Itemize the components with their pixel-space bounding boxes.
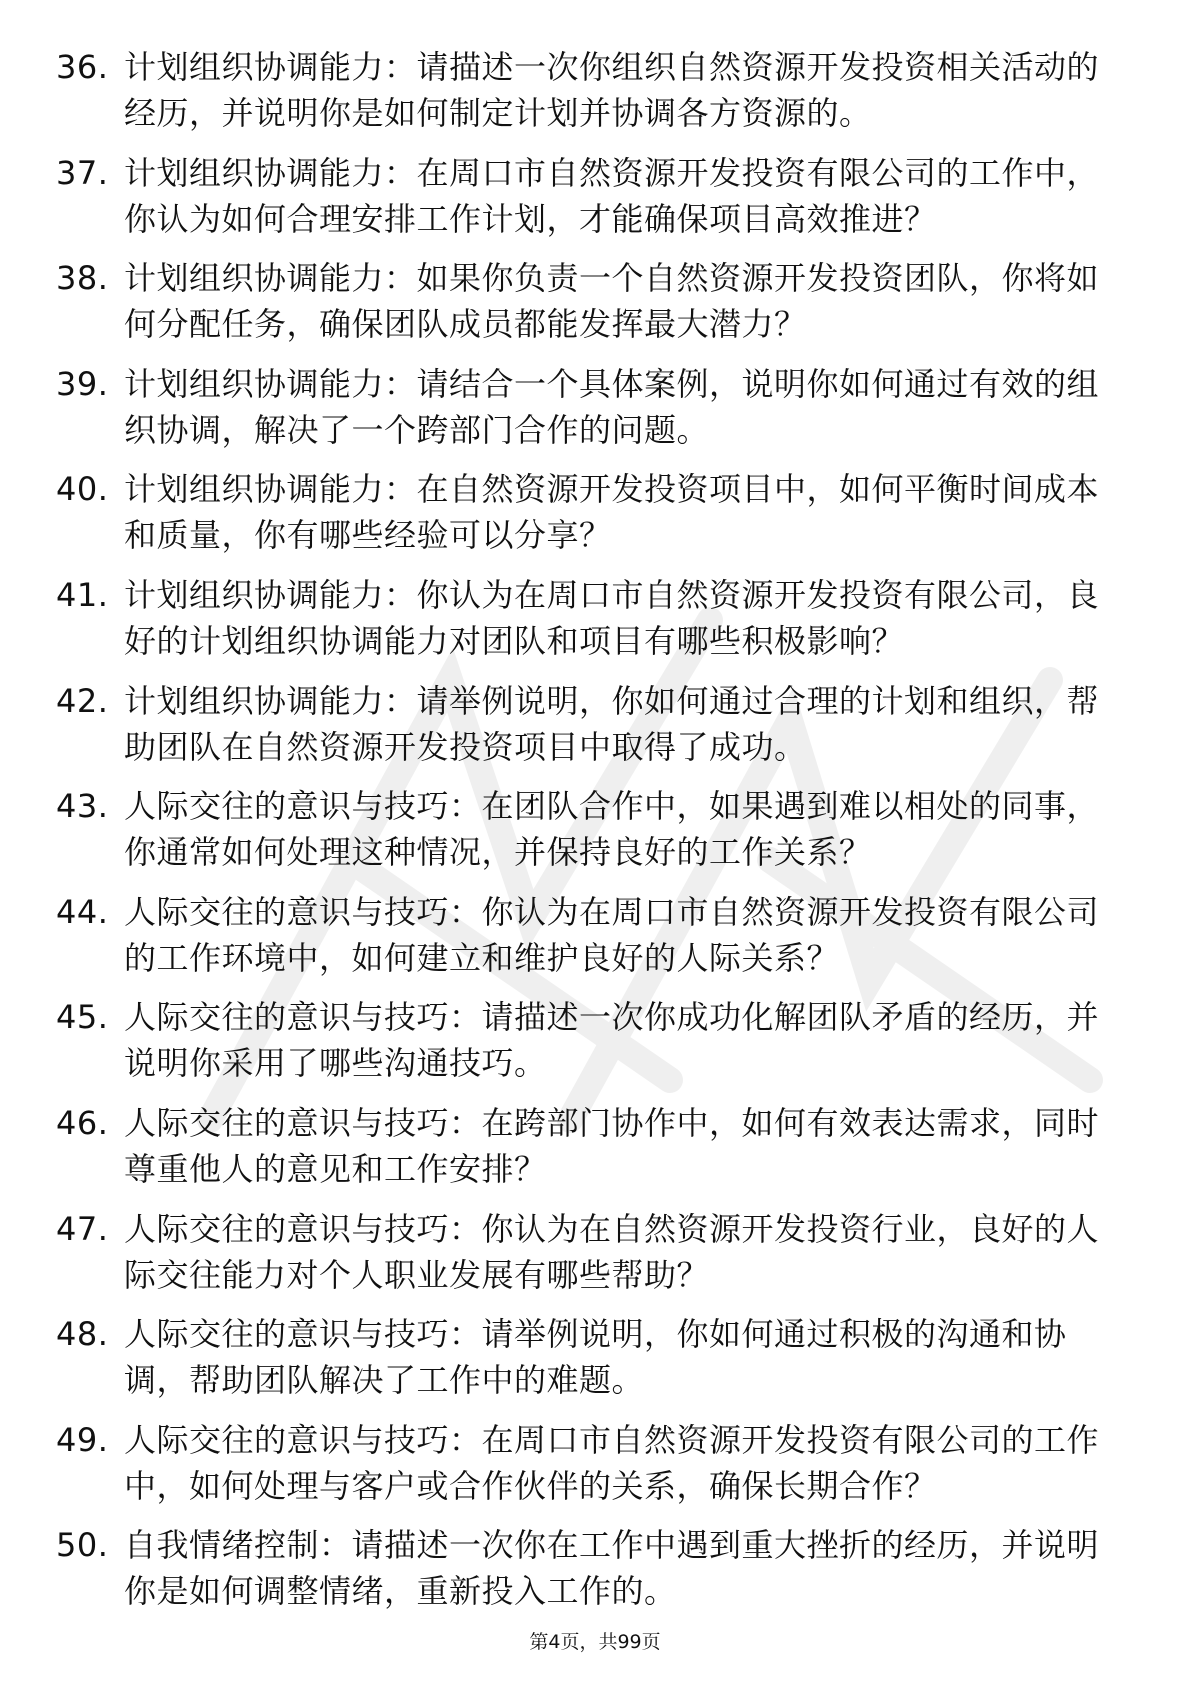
question-number: 46. xyxy=(56,1103,109,1142)
question-number: 42. xyxy=(56,681,109,720)
question-text: 人际交往的意识与技巧：请描述一次你成功化解团队矛盾的经历，并说明你采用了哪些沟通技巧。 xyxy=(124,998,1100,1083)
question-item xyxy=(56,255,1116,347)
question-item xyxy=(56,678,1116,770)
question-list xyxy=(56,44,1116,1628)
question-number: 37. xyxy=(56,153,109,192)
question-text: 计划组织协调能力：请描述一次你组织自然资源开发投资相关活动的经历，并说明你是如何制定计划并协调各方资源的。 xyxy=(124,48,1100,132)
question-text: 人际交往的意识与技巧：在团队合作中，如果遇到难以相处的同事，你通常如何处理这种情况，并保持良好的工作关系？ xyxy=(124,787,1100,872)
question-text: 计划组织协调能力：请结合一个具体案例，说明你如何通过有效的组织协调，解决了一个跨部门合作的问题。 xyxy=(124,364,1100,449)
question-text: 人际交往的意识与技巧：你认为在自然资源开发投资行业，良好的人际交往能力对个人职业发展有哪些帮助？ xyxy=(124,1209,1100,1294)
question-text: 计划组织协调能力：在周口市自然资源开发投资有限公司的工作中，你认为如何合理安排工作计划，才能确保项目高效推进？ xyxy=(124,153,1100,238)
question-number: 40. xyxy=(56,470,109,509)
question-item xyxy=(56,889,1116,981)
question-number: 43. xyxy=(56,787,109,826)
question-item xyxy=(56,466,1116,558)
question-number: 47. xyxy=(56,1209,109,1248)
question-text: 计划组织协调能力：你认为在周口市自然资源开发投资有限公司，良好的计划组织协调能力对团队和项目有哪些积极影响？ xyxy=(124,575,1100,660)
question-number: 36. xyxy=(56,48,109,86)
question-text: 人际交往的意识与技巧：请举例说明，你如何通过积极的沟通和协调，帮助团队解决了工作中的难题。 xyxy=(124,1315,1067,1400)
question-text: 计划组织协调能力：如果你负责一个自然资源开发投资团队，你将如何分配任务，确保团队成员都能发挥最大潜力？ xyxy=(124,259,1100,344)
question-item xyxy=(56,994,1116,1086)
question-number: 50. xyxy=(56,1526,109,1565)
question-number: 39. xyxy=(56,364,109,403)
question-text: 人际交往的意识与技巧：在周口市自然资源开发投资有限公司的工作中，如何处理与客户或合作伙伴的关系，确保长期合作？ xyxy=(124,1420,1100,1505)
question-item xyxy=(56,572,1116,664)
question-number: 38. xyxy=(56,259,109,298)
question-text: 自我情绪控制：请描述一次你在工作中遇到重大挫折的经历，并说明你是如何调整情绪，重新投入工作的。 xyxy=(124,1526,1100,1611)
question-number: 44. xyxy=(56,892,109,931)
question-number: 41. xyxy=(56,575,109,614)
question-text: 人际交往的意识与技巧：你认为在周口市自然资源开发投资有限公司的工作环境中，如何建立和维护良好的人际关系？ xyxy=(124,892,1100,977)
question-item xyxy=(56,44,1116,136)
question-number: 48. xyxy=(56,1315,109,1354)
question-item xyxy=(56,1100,1116,1192)
question-item xyxy=(56,783,1116,875)
question-text: 计划组织协调能力：请举例说明，你如何通过合理的计划和组织，帮助团队在自然资源开发投资项目中取得了成功。 xyxy=(124,681,1100,766)
question-text: 计划组织协调能力：在自然资源开发投资项目中，如何平衡时间成本和质量，你有哪些经验可以分享？ xyxy=(124,470,1100,555)
question-number: 49. xyxy=(56,1420,109,1459)
question-item xyxy=(56,361,1116,453)
question-item xyxy=(56,1206,1116,1298)
question-item xyxy=(56,1417,1116,1509)
question-item xyxy=(56,1311,1116,1403)
question-text: 人际交往的意识与技巧：在跨部门协作中，如何有效表达需求，同时尊重他人的意见和工作安排？ xyxy=(124,1103,1100,1188)
page-footer: 第4页，共99页 xyxy=(529,1631,661,1653)
question-number: 45. xyxy=(56,998,109,1037)
question-item xyxy=(56,1522,1116,1614)
question-item xyxy=(56,150,1116,242)
